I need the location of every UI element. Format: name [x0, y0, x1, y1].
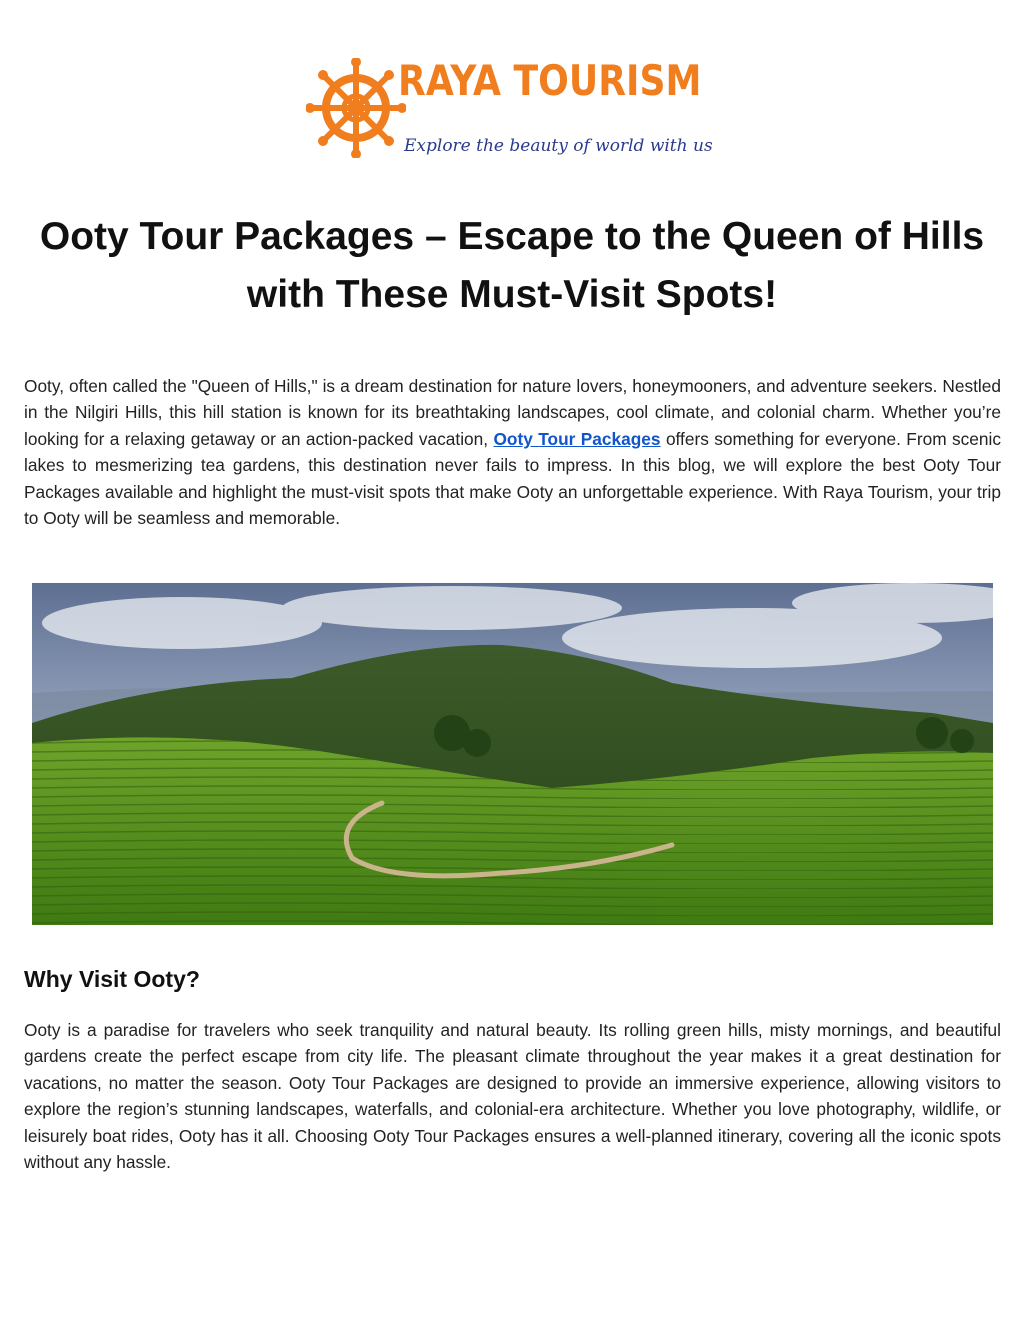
intro-paragraph	[24, 373, 1001, 531]
why-visit-paragraph: Ooty is a paradise for travelers who seek tranquility and natural beauty. Its rolling green hills, misty mornings, and beautiful gardens create the perfect escape from city life. The pleasant climate throughout the year makes it a great destination for vacations, no matter the season. Ooty Tour Packages are designed to provide an immersive experience, allowing visitors to explore the region’s stunning landscapes, waterfalls, and colonial-era architecture. Whether you love photography, wildlife, or leisurely boat rides, Ooty has it all. Choosing Ooty Tour Packages ensures a well-planned itinerary, covering all the iconic spots without any hassle.	[24, 1020, 1001, 1173]
intro-text-after-link: offers something for everyone. From scenic lakes to mesmerizing tea gardens, this destination never fails to impress. In this blog, we will explore the best Ooty Tour Packages available and highlight the must-visit spots that make Ooty an unforgettable experience. With Raya Tourism, your trip to Ooty will be seamless and memorable.	[24, 428, 1001, 529]
intro-text-before-link: Ooty, often called the "Queen of Hills," is a dream destination for nature lovers, honeymooners, and adventure seekers. Nestled in the Nilgiri Hills, this hill station is known for its breathtaking landscapes, cool climate, and colonial charm. Whether you’re looking for a relaxing getaway or an action-packed vacation,	[24, 376, 1001, 449]
article-title: Ooty Tour Packages – Escape to the Queen of Hills with These Must-Visit Spots!	[39, 215, 985, 316]
brand-logo	[300, 48, 730, 178]
brand-tagline: Explore the beauty of world with us	[404, 136, 713, 156]
hero-image	[32, 583, 993, 925]
brand-name: RAYA TOURISM	[398, 56, 702, 105]
ship-wheel-icon	[306, 58, 406, 158]
ooty-tour-packages-link[interactable]: Ooty Tour Packages	[493, 428, 661, 449]
section-heading-why-visit: Why Visit Ooty?	[24, 966, 200, 992]
